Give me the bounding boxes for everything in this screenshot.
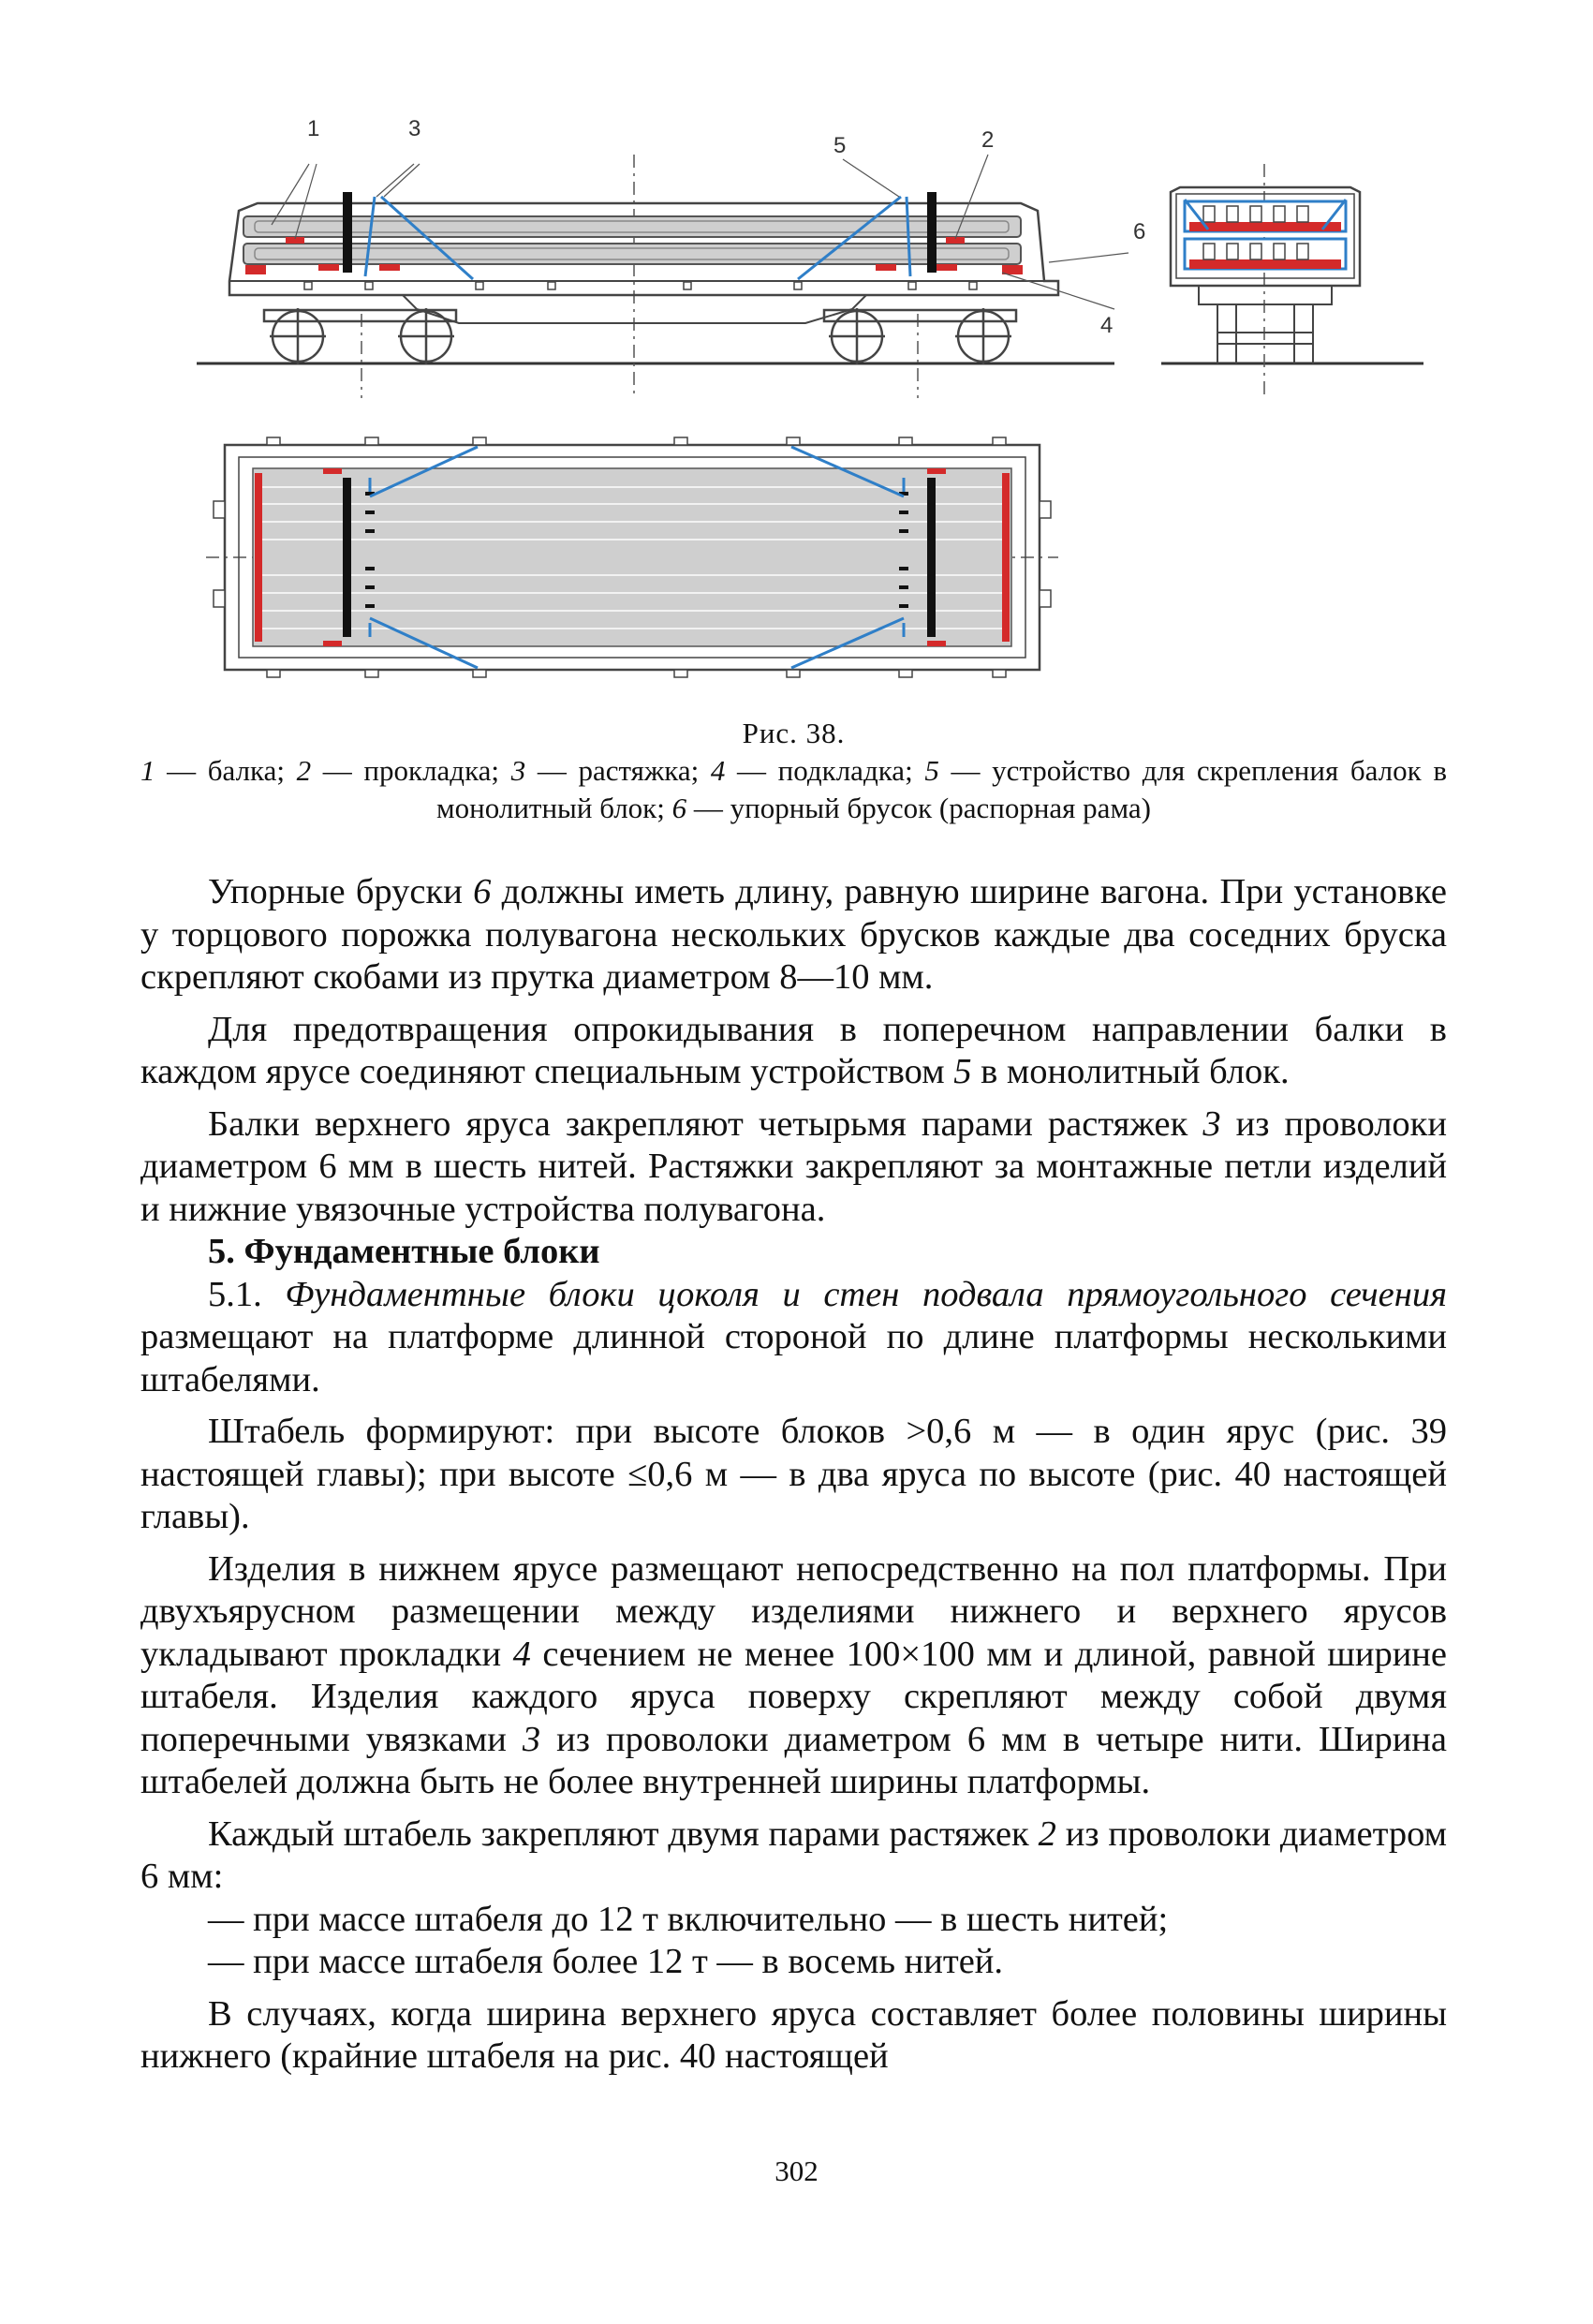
callout-5: 5: [833, 133, 847, 158]
paragraph: Штабель формируют: при высоте блоков >0,6 м — в один ярус (рис. 39 настоящей главы); при высоте ≤0,6 м — в два яруса по высоте (рис. 40 настоящей главы).: [140, 1412, 1447, 1536]
legend-num: 3: [510, 754, 526, 787]
figure-caption: [140, 715, 1447, 827]
callout-3: 3: [408, 116, 421, 141]
legend-text: — растяжка;: [525, 754, 711, 787]
legend-text: — устройство для скрепления балок в монолитный блок;: [436, 754, 1447, 824]
paragraph: Каждый штабель закрепляют двумя парами растяжек 2 из проволоки диаметром 6 мм:: [140, 1813, 1447, 1896]
paragraph: Изделия в нижнем ярусе размещают непосредственно на пол платформы. При двухъярусном размещении между изделиями нижнего и верхнего ярусов укладывают прокладки 4 сечением не менее 100×100 мм и длиной, равной ширине штабеля. Изделия каждого яруса поверху скрепляют между собой двумя поперечными увязками 3 из проволоки диаметром 6 мм в четыре нити. Ширина штабелей должна быть не более внутренней ширины платформы.: [140, 1548, 1447, 1801]
paragraph: Для предотвращения опрокидывания в поперечном направлении балки в каждом ярусе соединяют специальным устройством 5 в монолитный блок.: [140, 1009, 1447, 1091]
callout-6: 6: [1133, 219, 1146, 244]
wheels: [264, 308, 1016, 364]
callout-2: 2: [981, 127, 995, 153]
body-text: [140, 871, 1447, 2088]
caption-title: Рис. 38.: [742, 717, 846, 749]
beams-side: [243, 216, 1021, 264]
paragraph: В случаях, когда ширина верхнего яруса составляет более половины ширины нижнего (крайние штабеля на рис. 40 настоящей: [140, 1993, 1447, 2076]
paragraph: 5.1. Фундаментные блоки цоколя и стен подвала прямоугольного сечения размещают на платформе длинной стороной по длине платформы несколькими штабелями.: [140, 1274, 1447, 1399]
end-view: [1161, 164, 1423, 398]
paragraph: Упорные бруски 6 должны иметь длину, равную ширине вагона. При установке у торцового порожка полувагона нескольких брусков каждые два соседних бруска скрепляют скобами из прутка диаметром 8—10 мм.: [140, 872, 1447, 997]
legend-num: 6: [671, 792, 687, 824]
list-item: — при массе штабеля до 12 т включительно — в шесть нитей;: [208, 1899, 1169, 1939]
railcar-diagram: [178, 98, 1442, 698]
legend-text: — подкладка;: [725, 754, 925, 787]
legend-text: — балка;: [155, 754, 297, 787]
list-item: — при массе штабеля более 12 т — в восемь нитей.: [208, 1942, 1004, 1981]
callout-4: 4: [1100, 313, 1114, 338]
legend-num: 4: [710, 754, 726, 787]
section-heading: 5. Фундаментные блоки: [208, 1232, 600, 1271]
legend-num: 1: [140, 754, 155, 787]
figure-38: [178, 98, 1442, 698]
clamp-device: [927, 192, 937, 273]
callout-1: 1: [307, 116, 320, 141]
plan-view: [206, 437, 1058, 677]
paragraph: Балки верхнего яруса закрепляют четырьмя парами растяжек 3 из проволоки диаметром 6 мм в шесть нитей. Растяжки закрепляют за монтажные петли изделий и нижние увязочные устройства полувагона.: [140, 1103, 1447, 1229]
legend-text: — прокладка;: [311, 754, 511, 787]
legend-num: 2: [296, 754, 312, 787]
legend-num: 5: [924, 754, 939, 787]
legend-text: — упорный брусок (распорная рама): [686, 792, 1151, 824]
caption-legend: [140, 752, 1447, 827]
page-number: 302: [774, 2154, 819, 2187]
clamp-device: [343, 192, 352, 273]
side-view: [197, 116, 1145, 398]
